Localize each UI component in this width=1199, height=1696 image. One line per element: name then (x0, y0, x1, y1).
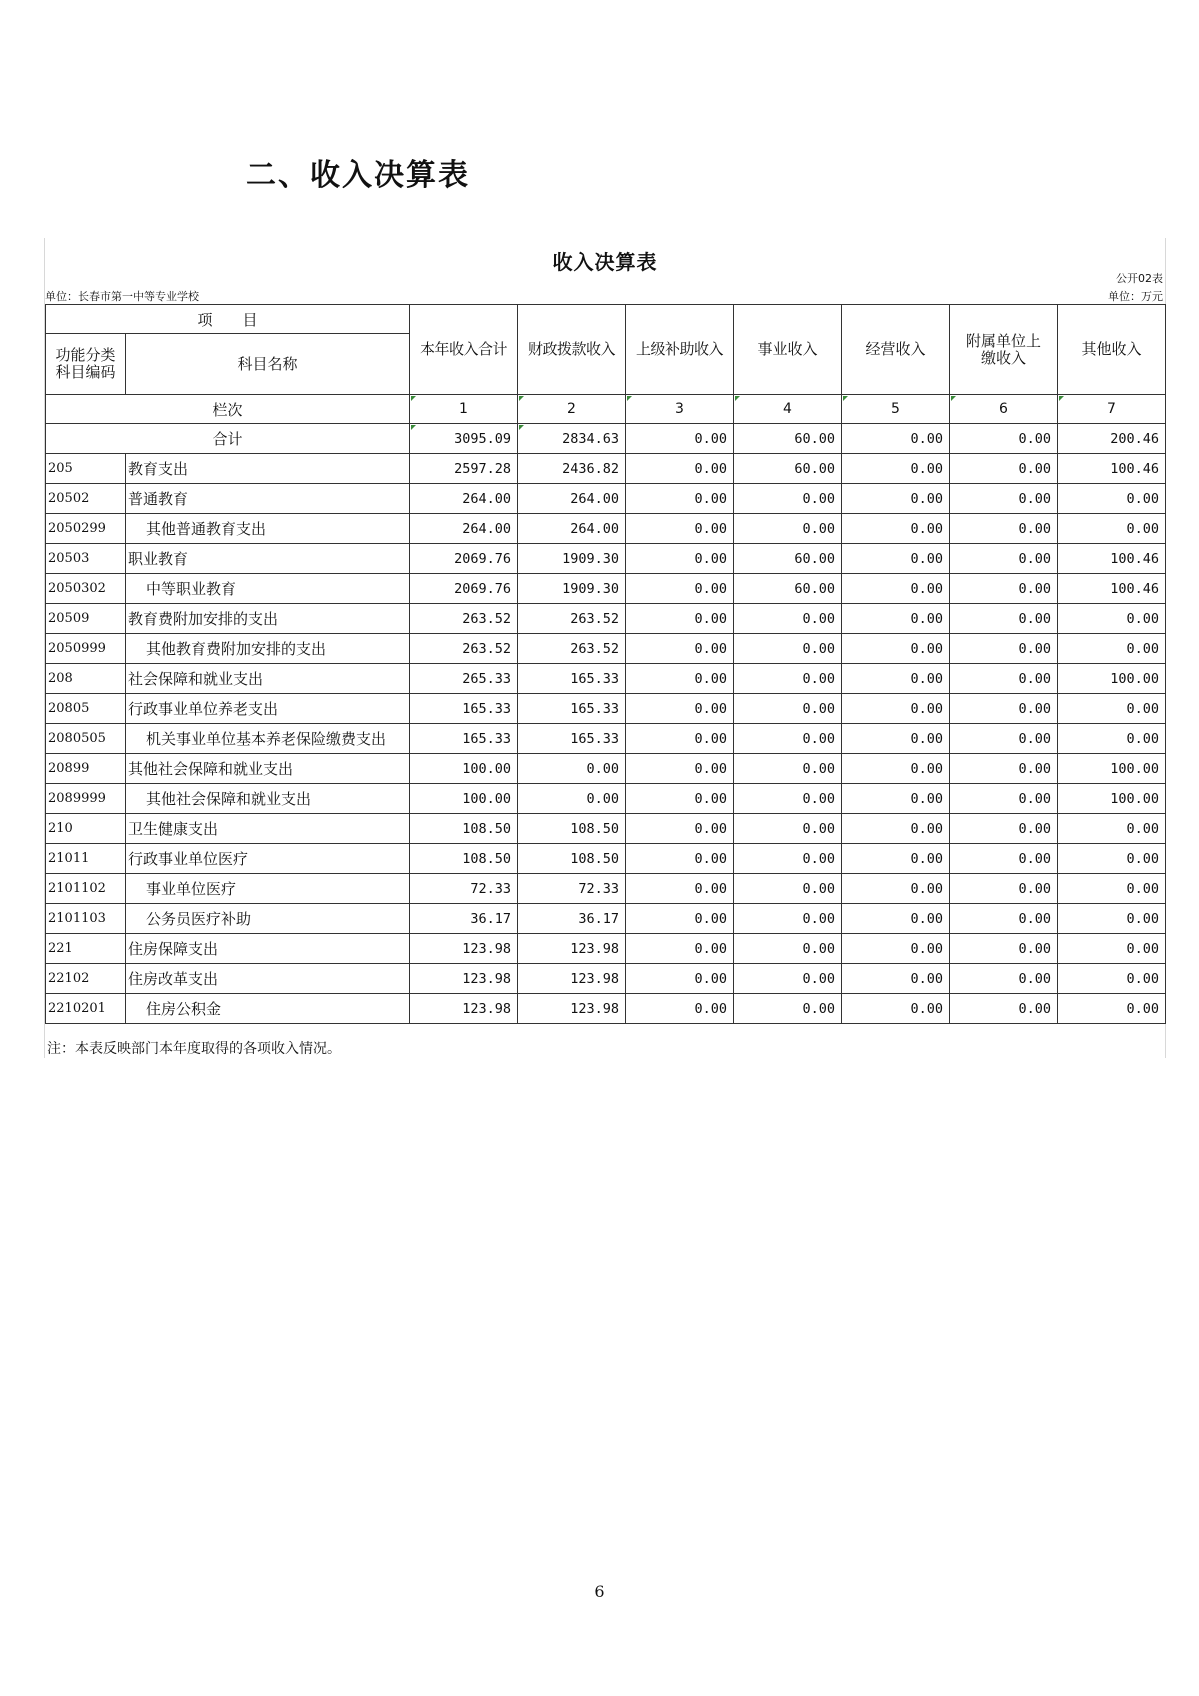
row-value: 0.00 (626, 994, 734, 1024)
row-value: 0.00 (626, 874, 734, 904)
row-value: 0.00 (950, 994, 1058, 1024)
row-value: 0.00 (734, 784, 842, 814)
row-value: 0.00 (842, 634, 950, 664)
row-code: 221 (46, 934, 126, 964)
row-value: 0.00 (950, 724, 1058, 754)
row-value: 165.33 (518, 664, 626, 694)
row-value: 0.00 (1058, 514, 1166, 544)
table-row (46, 604, 1166, 634)
row-name: 行政事业单位养老支出 (126, 694, 410, 724)
row-name: 其他普通教育支出 (126, 514, 410, 544)
row-value: 108.50 (518, 814, 626, 844)
row-code: 21011 (46, 844, 126, 874)
table-row (46, 664, 1166, 694)
table-row (46, 544, 1166, 574)
row-name: 职业教育 (126, 544, 410, 574)
total-value: 3095.09 (410, 424, 518, 454)
row-value: 0.00 (1058, 874, 1166, 904)
row-value: 0.00 (626, 484, 734, 514)
income-table (45, 304, 1166, 1024)
header-name: 科目名称 (126, 334, 410, 395)
row-value: 0.00 (734, 514, 842, 544)
row-value: 0.00 (1058, 604, 1166, 634)
lanci-number: 2 (518, 395, 626, 424)
reporting-unit: 单位：长春市第一中等专业学校 (45, 290, 199, 303)
row-name: 其他社会保障和就业支出 (126, 754, 410, 784)
row-value: 0.00 (1058, 814, 1166, 844)
row-value: 72.33 (410, 874, 518, 904)
row-code: 2089999 (46, 784, 126, 814)
lanci-number: 1 (410, 395, 518, 424)
row-name: 机关事业单位基本养老保险缴费支出 (126, 724, 410, 754)
lanci-number: 7 (1058, 395, 1166, 424)
lanci-label: 栏次 (46, 395, 410, 424)
row-code: 22102 (46, 964, 126, 994)
row-value: 263.52 (410, 634, 518, 664)
lanci-number: 6 (950, 395, 1058, 424)
row-code: 20502 (46, 484, 126, 514)
row-value: 265.33 (410, 664, 518, 694)
row-code: 2050299 (46, 514, 126, 544)
row-value: 0.00 (734, 634, 842, 664)
row-name: 住房改革支出 (126, 964, 410, 994)
row-value: 0.00 (842, 664, 950, 694)
row-value: 165.33 (410, 724, 518, 754)
row-value: 60.00 (734, 454, 842, 484)
row-value: 0.00 (842, 904, 950, 934)
row-value: 0.00 (734, 814, 842, 844)
row-value: 0.00 (842, 604, 950, 634)
row-value: 0.00 (950, 694, 1058, 724)
row-value: 0.00 (1058, 634, 1166, 664)
row-name: 公务员医疗补助 (126, 904, 410, 934)
table-row (46, 994, 1166, 1024)
row-value: 0.00 (734, 994, 842, 1024)
row-name: 住房公积金 (126, 994, 410, 1024)
row-value: 0.00 (950, 664, 1058, 694)
footnote: 注：本表反映部门本年度取得的各项收入情况。 (47, 1041, 341, 1057)
row-value: 0.00 (950, 454, 1058, 484)
table-row (46, 484, 1166, 514)
row-code: 2101103 (46, 904, 126, 934)
row-value: 263.52 (518, 634, 626, 664)
total-value: 60.00 (734, 424, 842, 454)
row-value: 0.00 (626, 694, 734, 724)
row-name: 住房保障支出 (126, 934, 410, 964)
row-value: 100.00 (1058, 664, 1166, 694)
row-code: 2101102 (46, 874, 126, 904)
row-value: 108.50 (410, 814, 518, 844)
row-value: 0.00 (842, 724, 950, 754)
row-value: 0.00 (842, 964, 950, 994)
row-value: 0.00 (734, 724, 842, 754)
row-value: 0.00 (1058, 484, 1166, 514)
row-value: 0.00 (1058, 934, 1166, 964)
table-row (46, 874, 1166, 904)
row-value: 165.33 (410, 694, 518, 724)
row-value: 0.00 (518, 784, 626, 814)
row-value: 165.33 (518, 694, 626, 724)
row-value: 2436.82 (518, 454, 626, 484)
row-value: 0.00 (842, 784, 950, 814)
row-value: 0.00 (950, 514, 1058, 544)
row-value: 0.00 (734, 874, 842, 904)
header-col: 事业收入 (734, 305, 842, 395)
row-value: 0.00 (950, 574, 1058, 604)
table-frame (44, 238, 1166, 1058)
row-value: 1909.30 (518, 574, 626, 604)
row-value: 1909.30 (518, 544, 626, 574)
row-value: 72.33 (518, 874, 626, 904)
row-code: 210 (46, 814, 126, 844)
row-code: 20899 (46, 754, 126, 784)
row-value: 0.00 (734, 754, 842, 784)
row-value: 123.98 (518, 994, 626, 1024)
row-value: 0.00 (950, 784, 1058, 814)
row-value: 0.00 (950, 604, 1058, 634)
row-value: 123.98 (410, 994, 518, 1024)
row-value: 0.00 (842, 934, 950, 964)
total-value: 200.46 (1058, 424, 1166, 454)
table-row (46, 814, 1166, 844)
row-name: 其他社会保障和就业支出 (126, 784, 410, 814)
row-code: 20509 (46, 604, 126, 634)
row-value: 100.00 (1058, 784, 1166, 814)
row-value: 0.00 (626, 574, 734, 604)
table-row (46, 724, 1166, 754)
row-name: 教育费附加安排的支出 (126, 604, 410, 634)
row-value: 36.17 (518, 904, 626, 934)
row-value: 0.00 (842, 814, 950, 844)
row-value: 123.98 (410, 964, 518, 994)
row-value: 0.00 (734, 844, 842, 874)
total-label: 合计 (46, 424, 410, 454)
row-value: 0.00 (950, 904, 1058, 934)
row-value: 108.50 (410, 844, 518, 874)
header-row-1 (46, 305, 1166, 334)
row-value: 0.00 (1058, 724, 1166, 754)
row-value: 123.98 (410, 934, 518, 964)
row-value: 0.00 (626, 934, 734, 964)
table-row (46, 694, 1166, 724)
row-value: 2069.76 (410, 544, 518, 574)
table-row (46, 754, 1166, 784)
row-value: 100.00 (1058, 754, 1166, 784)
table-row (46, 454, 1166, 484)
lanci-number: 4 (734, 395, 842, 424)
row-value: 165.33 (518, 724, 626, 754)
row-value: 123.98 (518, 934, 626, 964)
row-value: 0.00 (626, 814, 734, 844)
row-code: 2210201 (46, 994, 126, 1024)
row-value: 0.00 (1058, 694, 1166, 724)
row-value: 0.00 (842, 694, 950, 724)
lanci-number: 5 (842, 395, 950, 424)
row-value: 0.00 (626, 664, 734, 694)
row-name: 卫生健康支出 (126, 814, 410, 844)
row-value: 0.00 (734, 934, 842, 964)
row-value: 60.00 (734, 544, 842, 574)
header-col: 财政拨款收入 (518, 305, 626, 395)
row-value: 36.17 (410, 904, 518, 934)
row-value: 264.00 (410, 484, 518, 514)
row-value: 0.00 (950, 634, 1058, 664)
total-value: 2834.63 (518, 424, 626, 454)
row-value: 0.00 (950, 874, 1058, 904)
row-value: 0.00 (734, 484, 842, 514)
row-value: 0.00 (626, 964, 734, 994)
row-value: 123.98 (518, 964, 626, 994)
table-row (46, 964, 1166, 994)
row-value: 263.52 (410, 604, 518, 634)
row-value: 0.00 (842, 484, 950, 514)
header-col: 本年收入合计 (410, 305, 518, 395)
row-value: 0.00 (626, 604, 734, 634)
row-value: 0.00 (1058, 844, 1166, 874)
header-col: 经营收入 (842, 305, 950, 395)
row-value: 0.00 (950, 844, 1058, 874)
lanci-number: 3 (626, 395, 734, 424)
row-value: 0.00 (950, 934, 1058, 964)
row-value: 0.00 (950, 814, 1058, 844)
row-code: 2080505 (46, 724, 126, 754)
header-col: 上级补助收入 (626, 305, 734, 395)
row-code: 208 (46, 664, 126, 694)
row-value: 0.00 (626, 754, 734, 784)
row-value: 100.00 (410, 784, 518, 814)
row-value: 108.50 (518, 844, 626, 874)
row-value: 0.00 (626, 904, 734, 934)
row-value: 263.52 (518, 604, 626, 634)
row-value: 0.00 (626, 454, 734, 484)
row-value: 0.00 (842, 574, 950, 604)
total-row (46, 424, 1166, 454)
page-number: 6 (594, 1582, 605, 1601)
table-row (46, 514, 1166, 544)
row-value: 0.00 (842, 514, 950, 544)
row-value: 0.00 (734, 604, 842, 634)
row-value: 264.00 (410, 514, 518, 544)
row-name: 其他教育费附加安排的支出 (126, 634, 410, 664)
row-value: 0.00 (950, 964, 1058, 994)
row-value: 0.00 (626, 514, 734, 544)
row-value: 0.00 (842, 994, 950, 1024)
header-col: 其他收入 (1058, 305, 1166, 395)
table-row (46, 634, 1166, 664)
row-value: 0.00 (734, 964, 842, 994)
table-row (46, 904, 1166, 934)
row-value: 0.00 (626, 544, 734, 574)
row-value: 0.00 (518, 754, 626, 784)
currency-unit: 单位：万元 (1108, 290, 1163, 303)
row-value: 60.00 (734, 574, 842, 604)
row-value: 0.00 (842, 754, 950, 784)
row-value: 0.00 (1058, 904, 1166, 934)
form-number: 公开02表 (1116, 272, 1163, 285)
row-name: 教育支出 (126, 454, 410, 484)
row-name: 事业单位医疗 (126, 874, 410, 904)
row-value: 0.00 (734, 694, 842, 724)
row-name: 普通教育 (126, 484, 410, 514)
table-row (46, 574, 1166, 604)
row-code: 2050999 (46, 634, 126, 664)
row-value: 0.00 (1058, 964, 1166, 994)
row-value: 100.00 (410, 754, 518, 784)
header-item: 项 目 (46, 305, 410, 334)
total-value: 0.00 (626, 424, 734, 454)
table-row (46, 844, 1166, 874)
row-value: 0.00 (1058, 994, 1166, 1024)
table-row (46, 934, 1166, 964)
row-value: 0.00 (950, 544, 1058, 574)
row-value: 0.00 (734, 664, 842, 694)
row-code: 2050302 (46, 574, 126, 604)
row-value: 0.00 (842, 544, 950, 574)
row-code: 20805 (46, 694, 126, 724)
row-value: 2069.76 (410, 574, 518, 604)
row-value: 0.00 (626, 784, 734, 814)
row-value: 2597.28 (410, 454, 518, 484)
row-value: 0.00 (626, 844, 734, 874)
row-value: 0.00 (626, 724, 734, 754)
row-value: 0.00 (842, 874, 950, 904)
row-value: 0.00 (734, 904, 842, 934)
row-value: 0.00 (950, 754, 1058, 784)
table-title: 收入决算表 (552, 250, 658, 274)
total-value: 0.00 (950, 424, 1058, 454)
row-name: 行政事业单位医疗 (126, 844, 410, 874)
row-value: 100.46 (1058, 454, 1166, 484)
row-code: 205 (46, 454, 126, 484)
header-code: 功能分类科目编码 (46, 334, 126, 395)
total-value: 0.00 (842, 424, 950, 454)
page-heading: 二、收入决算表 (246, 158, 470, 193)
row-value: 264.00 (518, 484, 626, 514)
row-value: 100.46 (1058, 574, 1166, 604)
row-value: 264.00 (518, 514, 626, 544)
row-code: 20503 (46, 544, 126, 574)
row-value: 0.00 (842, 454, 950, 484)
header-col: 附属单位上缴收入 (950, 305, 1058, 395)
row-value: 0.00 (950, 484, 1058, 514)
row-value: 0.00 (842, 844, 950, 874)
row-value: 0.00 (626, 634, 734, 664)
row-value: 100.46 (1058, 544, 1166, 574)
row-name: 中等职业教育 (126, 574, 410, 604)
table-row (46, 784, 1166, 814)
row-name: 社会保障和就业支出 (126, 664, 410, 694)
lanci-row (46, 395, 1166, 424)
